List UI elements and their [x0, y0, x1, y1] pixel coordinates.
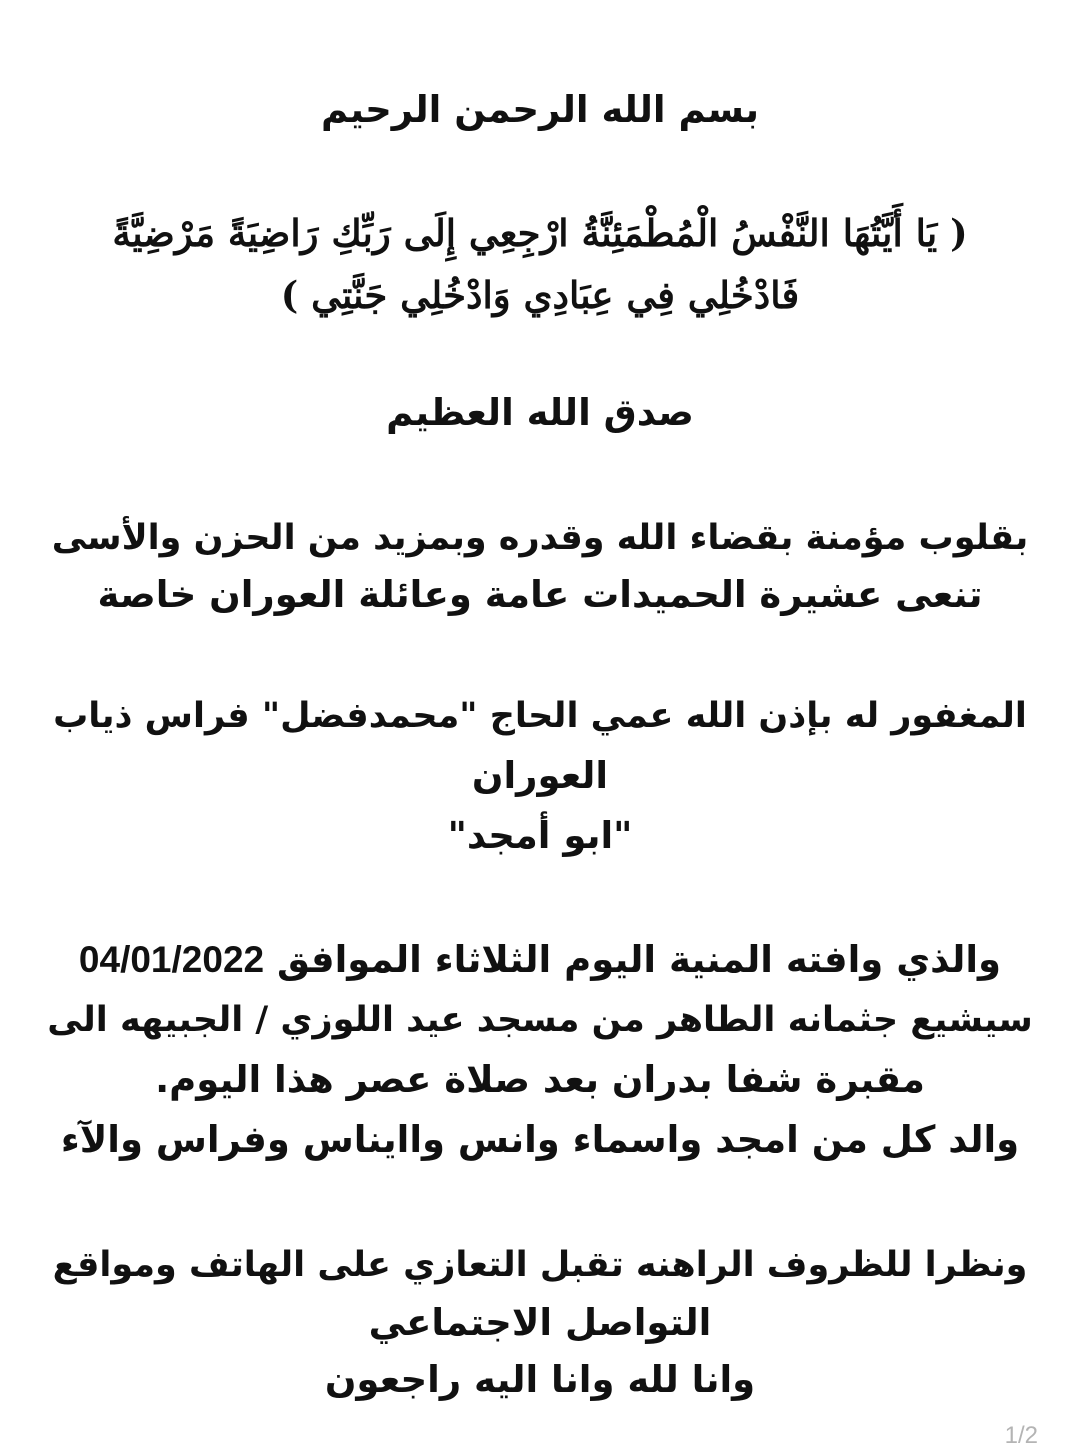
intro-line-2: تنعى عشيرة الحميدات عامة وعائلة العوران خاصة: [97, 573, 983, 616]
condolence-line-2: التواصل الاجتماعي: [368, 1301, 712, 1344]
children-names-line: والد كل من امجد واسماء وانس واايناس وفراس والآء: [60, 1118, 1020, 1161]
sadaqa-line: صدق الله العظيم: [386, 391, 694, 434]
deceased-name-line-1: المغفور له بإذن الله عمي الحاج "محمدفضل" فراس ذياب: [53, 696, 1027, 736]
funeral-line-2: مقبرة شفا بدران بعد صلاة عصر هذا اليوم.: [155, 1058, 925, 1101]
death-line-text: والذي وافته المنية اليوم الثلاثاء الموافق: [277, 938, 1002, 981]
condolence-line-1: ونظرا للظروف الراهنه تقبل التعازي على الهاتف ومواقع: [52, 1245, 1028, 1285]
death-announcement-line: [40, 930, 1040, 990]
deceased-name-line-2: العوران: [471, 754, 609, 797]
intro-line-1: بقلوب مؤمنة بقضاء الله وقدره وبمزيد من الحزن والأسى: [51, 518, 1029, 558]
closing-phrase: وانا لله وانا اليه راجعون: [324, 1358, 756, 1401]
basmala-heading: بسم الله الرحمن الرحيم: [320, 88, 760, 131]
deceased-nickname: "ابو أمجد": [447, 814, 633, 857]
funeral-line-1: سيشيع جثمانه الطاهر من مسجد عيد اللوزي / الجبيهه الى: [47, 1000, 1033, 1040]
death-date: 04/01/2022: [78, 939, 265, 980]
quran-verse-line-1: ( يَا أَيَّتُهَا النَّفْسُ الْمُطْمَئِنَّةُ ارْجِعِي إِلَى رَبِّكِ رَاضِيَةً مَرْضِيَّةً: [112, 211, 968, 255]
quran-verse-line-2: فَادْخُلِي فِي عِبَادِي وَادْخُلِي جَنَّتِي ): [280, 273, 800, 317]
page-counter: 1/2: [1004, 1422, 1038, 1449]
